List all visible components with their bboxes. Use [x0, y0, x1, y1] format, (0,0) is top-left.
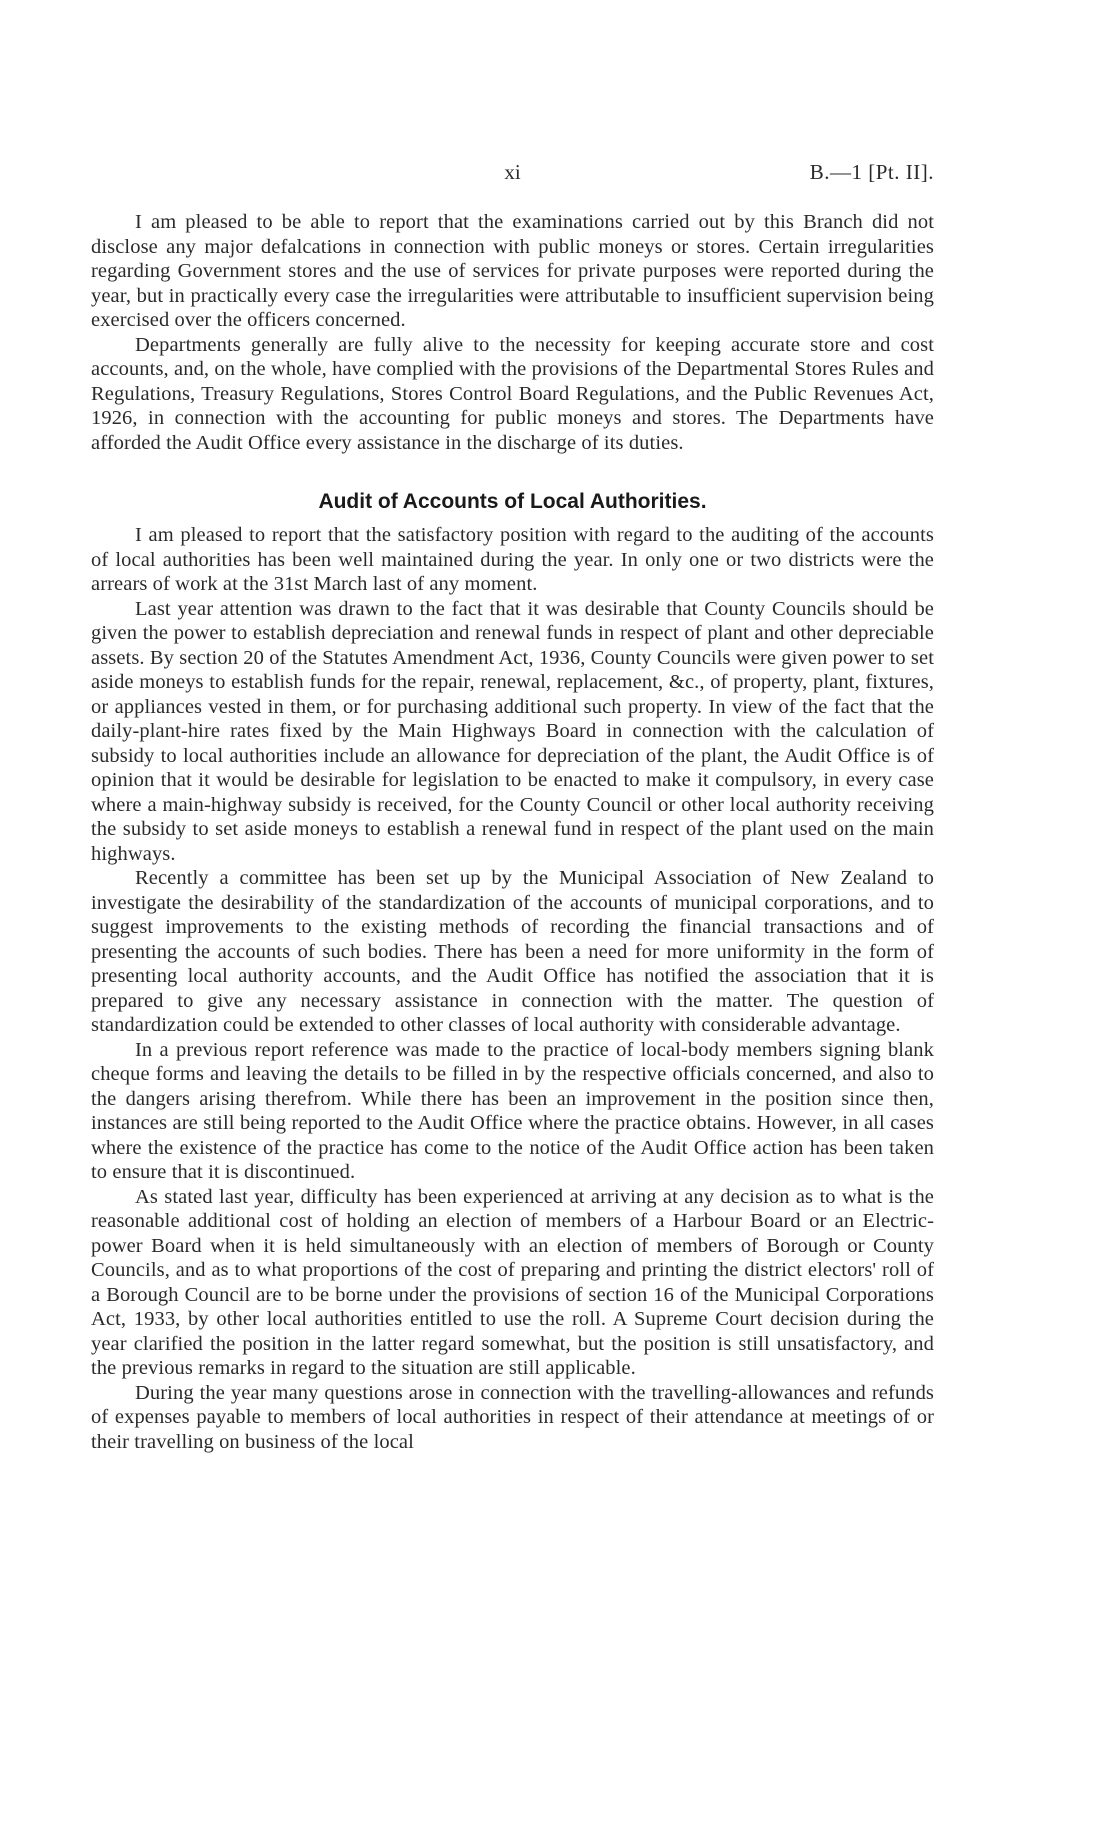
- page-number: xi: [504, 160, 521, 184]
- paragraph-departments: Departments generally are fully alive to the necessity for keeping accurate store and cost accounts, and, on the whole, have complied with the provisions of the Departmental Stores Rules and Regulations, Treasury Regulations, Stores Control Board Regulations, and the Public Revenues Act, 1926, in connection with the accounting for public moneys and stores. The Departments have afforded the Audit Office every assistance in the discharge of its duties.: [91, 333, 934, 454]
- section-heading: Audit of Accounts of Local Authorities.: [318, 490, 707, 513]
- paragraph-satisfactory-position: I am pleased to report that the satisfactory position with regard to the auditing of the accounts of local authorities has been well maintained during the year. In only one or two districts were the arrears of work at the 31st March last of any moment.: [91, 524, 934, 595]
- page-header: [91, 160, 934, 192]
- paper-reference: B.—1 [Pt. II].: [809, 160, 934, 184]
- paragraph-election-costs: As stated last year, difficulty has been experienced at arriving at any decision as to what is the reasonable additional cost of holding an election of members of a Harbour Board or an Electric-power Board when it is held simultaneously with an election of members of Borough or County Councils, and as to what proportions of the cost of preparing and printing the district electors' roll of a Borough Council are to be borne under the provisions of section 16 of the Municipal Corporations Act, 1933, by other local authorities entitled to use the roll. A Supreme Court decision during the year clarified the position in the latter regard somewhat, but the position is still unsatisfactory, and the previous remarks in regard to the situation are still applicable.: [91, 1185, 934, 1379]
- paragraph-blank-cheques: In a previous report reference was made to the practice of local-body members signing blank cheque forms and leaving the details to be filled in by the respective officials concerned, and also to the dangers arising therefrom. While there has been an improvement in the position since then, instances are still being reported to the Audit Office where the practice obtains. However, in all cases where the existence of the practice has come to the notice of the Audit Office action has been taken to ensure that it is discontinued.: [91, 1038, 934, 1183]
- body-text: [91, 210, 934, 1454]
- paragraph-depreciation-funds: Last year attention was drawn to the fact that it was desirable that County Councils should be given the power to establish depreciation and renewal funds in respect of plant and other depreciable assets. By section 20 of the Statutes Amendment Act, 1936, County Councils were given power to set aside moneys to establish funds for the repair, renewal, replacement, &c., of property, plant, fixtures, or appliances vested in them, or for purchasing additional such property. In view of the fact that the daily-plant-hire rates fixed by the Main Highways Board in connection with the calculation of subsidy to local authorities include an allowance for depreciation of the plant, the Audit Office is of opinion that it would be desirable for legislation to be enacted to make it compulsory, in every case where a main-highway subsidy is received, for the County Council or other local authority receiving the subsidy to set aside moneys to establish a renewal fund in respect of the plant used on the main highways.: [91, 597, 934, 865]
- paragraph-travelling-allowances: During the year many questions arose in connection with the travelling-allowances and refunds of expenses payable to members of local authorities in respect of their attendance at meetings of or their travelling on business of the local: [91, 1381, 934, 1453]
- paragraph-standardization-committee: Recently a committee has been set up by the Municipal Association of New Zealand to investigate the desirability of the standardization of the accounts of municipal corporations, and to suggest improvements to the existing methods of recording the financial transactions and of presenting the accounts of such bodies. There has been a need for more uniformity in the form of presenting local authority accounts, and the Audit Office has notified the association that it is prepared to give any necessary assistance in connection with the matter. The question of standardization could be extended to other classes of local authority with considerable advantage.: [91, 867, 934, 1036]
- paragraph-examinations: I am pleased to be able to report that the examinations carried out by this Branch did not disclose any major defalcations in connection with public moneys or stores. Certain irregularities regarding Government stores and the use of services for private purposes were reported during the year, but in practically every case the irregularities were attributable to insufficient supervision being exercised over the officers concerned.: [91, 211, 934, 331]
